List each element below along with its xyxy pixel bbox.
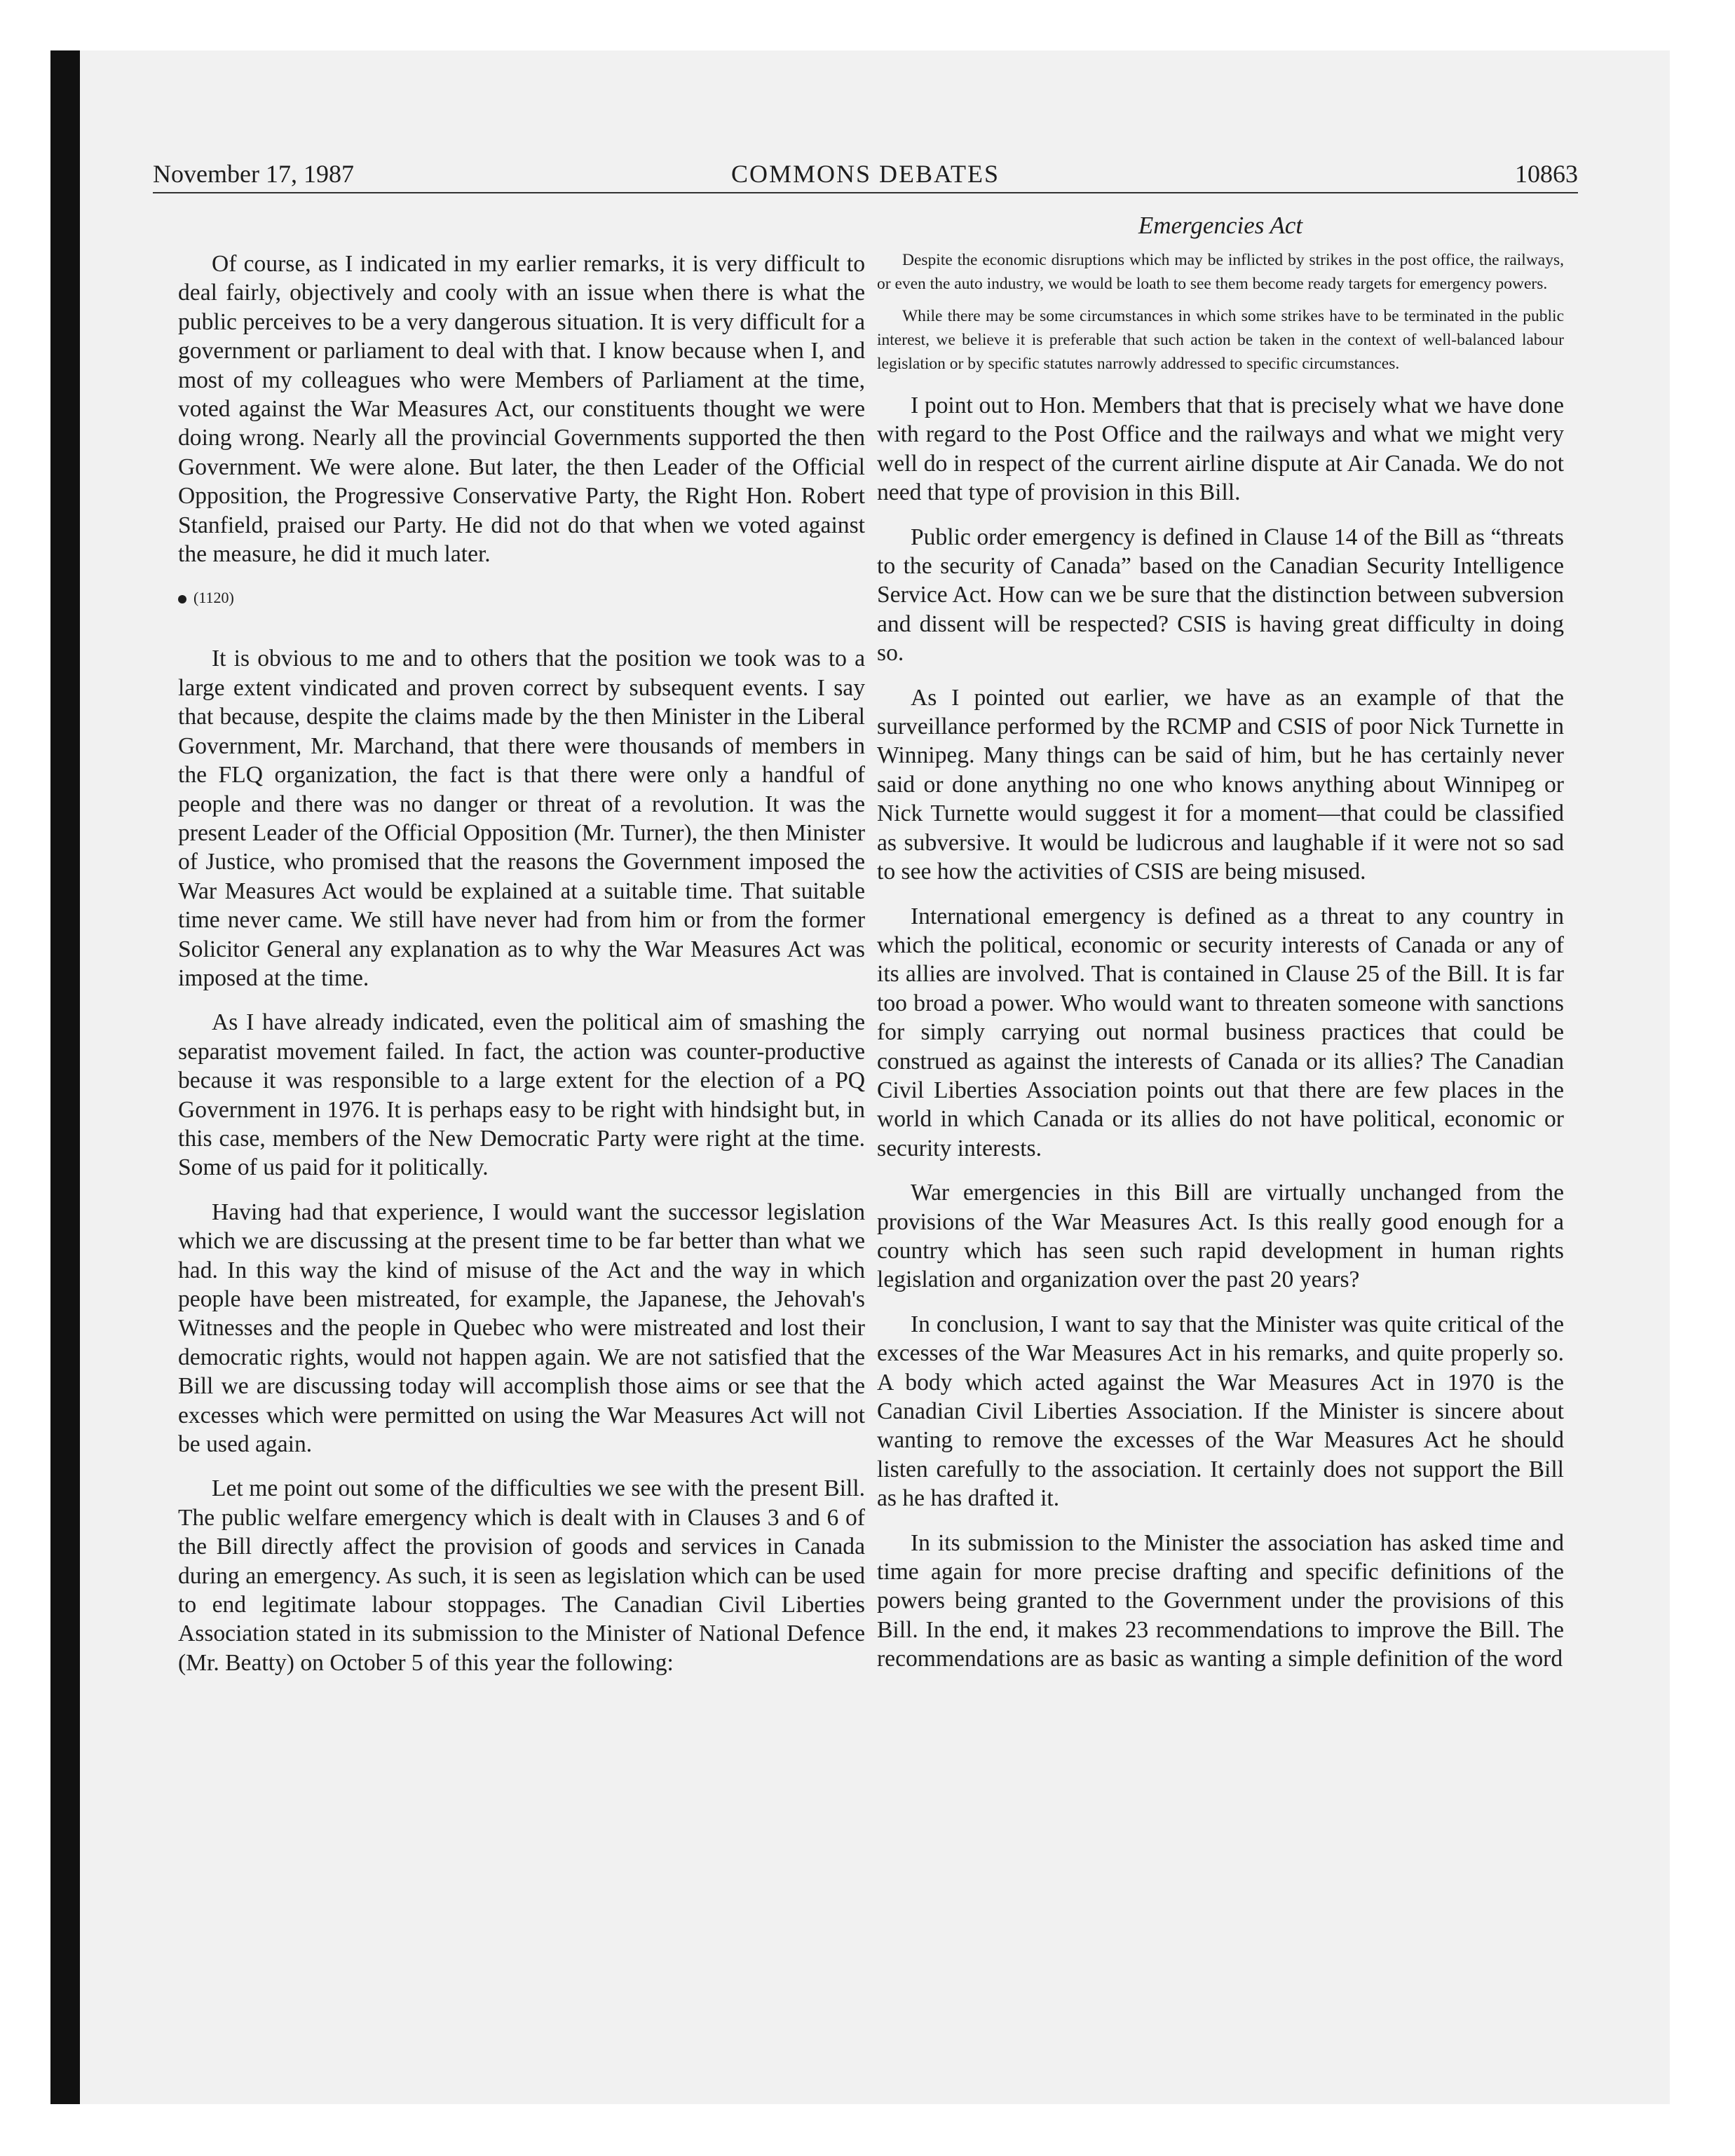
right-paragraph-1: I point out to Hon. Members that that is precisely what we have done with regard to the Post Office and the railways and what we might very well do in respect of the current airline dispute at Air Canada. We do not need that type of provision in this Bill. [877, 393, 1564, 506]
time-marker-label: (1120) [193, 589, 234, 607]
page-header [153, 156, 1578, 193]
right-paragraph-4: International emergency is defined as a threat to any country in which the political, economic or security interests of Canada or any of its allies are involved. That is contained in Clause 25 of the Bill. It is far too broad a power. Who would want to threaten someone with sanctions for simply carrying out normal business practices that could be construed as against the interests of Canada or its allies? The Canadian Civil Liberties Association points out that there are few places in the world in which Canada or its allies do not have political, economic or security interests. [877, 903, 1564, 1161]
left-paragraph-1: Of course, as I indicated in my earlier remarks, it is very difficult to deal fairly, objectively and cooly with an issue when there is what the public perceives to be a very dangerous situation. It is very difficult for a government or parliament to deal with that. I know because when I, and most of my colleagues who were Members of Parliament at the time, voted against the War Measures Act, our constituents thought we were doing wrong. Nearly all the provincial Governments supported the then Government. We were alone. But later, the then Leader of the Official Opposition, the Progressive Conservative Party, the Right Hon. Robert Stanfield, praised our Party. He did not do that when we voted against the measure, he did it much later. [178, 251, 865, 568]
quote-paragraph-2: While there may be some circumstances in which some strikes have to be terminated in the public interest, we believe it is preferable that such action be taken in the context of well-balanced labour legislation or by specific statutes narrowly addressed to specific circumstances. [877, 307, 1564, 373]
right-paragraph-7: In its submission to the Minister the association has asked time and time again for more precise drafting and specific definitions of the powers being granted to the Government under the provisions of this Bill. In the end, it makes 23 recommendations to improve the Bill. The recommendations are as basic as wanting a simple definition of the word [877, 1529, 1564, 1672]
header-date: November 17, 1987 [153, 160, 354, 188]
right-paragraph-3: As I pointed out earlier, we have as an example of that the surveillance performed by the RCMP and CSIS of poor Nick Turnette in Winnipeg. Many things can be said of him, but he has certainly never said or done anything no one who knows anything about Winnipeg or Nick Turnette would suggest it for a moment—that could be classified as subversive. It would be ludicrous and laughable if it were not so sad to see how the activities of CSIS are being misused. [877, 684, 1564, 885]
right-column [877, 210, 1564, 1906]
quote-paragraph-1: Despite the economic disruptions which may be inflicted by strikes in the post office, the railways, or even the auto industry, we would be loath to see them become ready targets for emergency powers. [877, 251, 1564, 293]
right-paragraph-5: War emergencies in this Bill are virtually unchanged from the provisions of the War Measures Act. Is this really good enough for a country which has seen such rapid development in human rights legislation and organization over the past 20 years? [877, 1180, 1564, 1293]
left-paragraph-2: It is obvious to me and to others that the position we took was to a large extent vindicated and proven correct by subsequent events. I say that because, despite the claims made by the then Minister in the Liberal Government, Mr. Marchand, that there were thousands of members in the FLQ organization, the fact is that there were only a handful of people and there was no danger or threat of a revolution. It was the present Leader of the Official Opposition (Mr. Turner), the then Minister of Justice, who promised that the reasons the Government imposed the War Measures Act would be explained at a suitable time. That suitable time never came. We still have never had from him or from the former Solicitor General any explanation as to why the War Measures Act was imposed at the time. [178, 646, 865, 991]
left-column [178, 250, 865, 1946]
left-paragraph-4: Having had that experience, I would want the successor legislation which we are discussing at the present time to be far better than what we had. In this way the kind of misuse of the Act and the way in which people have been mistreated, for example, the Japanese, the Jehovah's Witnesses and the people in Quebec who were mistreated and lost their democratic rights, would not happen again. We are not satisfied that the Bill we are discussing today will accomplish those aims or see that the excesses which were permitted on using the War Measures Act will not be used again. [178, 1199, 865, 1458]
block-quote [877, 248, 1564, 376]
left-paragraph-5: Let me point out some of the difficulties we see with the present Bill. The public welfare emergency which is dealt with in Clauses 3 and 6 of the Bill directly affect the provision of goods and services in Canada during an emergency. As such, it is seen as legislation which can be used to end legitimate labour stoppages. The Canadian Civil Liberties Association stated in its submission to the Minister of National Defence (Mr. Beatty) on October 5 of this year the following: [178, 1475, 865, 1676]
left-paragraph-3: As I have already indicated, even the political aim of smashing the separatist movement failed. In fact, the action was counter-productive because it was responsible to a large extent for the election of a PQ Government in 1976. It is perhaps easy to be right with hindsight but, in this case, members of the New Democratic Party were right at the time. Some of us paid for it politically. [178, 1009, 865, 1181]
right-paragraph-6: In conclusion, I want to say that the Minister was quite critical of the excesses of the War Measures Act in his remarks, and quite properly so. A body which acted against the War Measures Act in 1970 is the Canadian Civil Liberties Association. If the Minister is sincere about wanting to remove the excesses of the War Measures Act he should listen carefully to the association. It certainly does not support the Bill as he has drafted it. [877, 1311, 1564, 1512]
header-title: COMMONS DEBATES [730, 160, 1000, 188]
bullet-icon [178, 595, 186, 603]
time-marker [178, 584, 865, 612]
scan-binding-edge [50, 50, 80, 2104]
right-paragraph-2: Public order emergency is defined in Clause 14 of the Bill as “threats to the security of Canada” based on the Canadian Security Intelligence Service Act. How can we be sure that the distinction between subversion and dissent will be respected? CSIS is having great difficulty in doing so. [877, 524, 1564, 667]
header-page-number: 10863 [1515, 160, 1578, 188]
section-title: Emergencies Act [1138, 212, 1303, 239]
